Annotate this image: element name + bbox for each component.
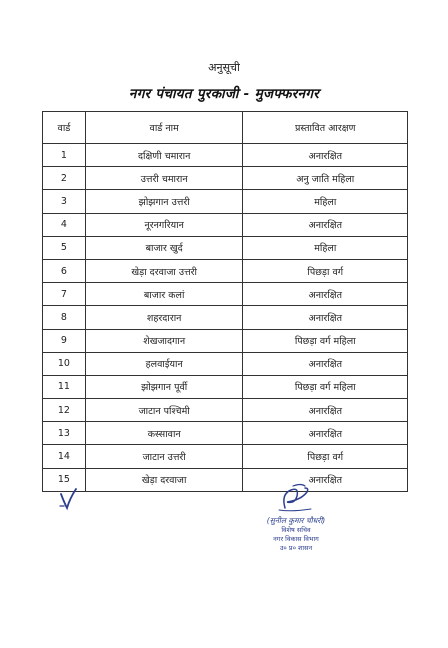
table-row: [43, 144, 408, 167]
reservation-cell: अनारक्षित: [243, 306, 408, 329]
reservation-cell: महिला: [243, 190, 408, 213]
ward-no-cell: 4: [43, 213, 86, 236]
page-title: नगर पंचायत पुरकाजी - मुजफ्फरनगर: [128, 86, 320, 102]
table-row: [43, 399, 408, 422]
table-row: [43, 190, 408, 213]
signatory-designation: विशेष सचिव: [281, 526, 311, 534]
ward-no-cell: 8: [43, 306, 86, 329]
table-row: [43, 306, 408, 329]
reservation-cell: अनारक्षित: [243, 352, 408, 375]
table-row: [43, 213, 408, 236]
table-row: [43, 352, 408, 375]
ward-no-cell: 12: [43, 399, 86, 422]
ward-no-cell: 9: [43, 329, 86, 352]
ward-no-cell: 10: [43, 352, 86, 375]
table-header-row: [43, 112, 408, 144]
table-row: [43, 445, 408, 468]
ward-no-cell: 1: [43, 144, 86, 167]
reservation-cell: महिला: [243, 236, 408, 259]
ward-name-cell: नूरनगरियान: [85, 213, 243, 236]
ward-name-cell: कस्सावान: [85, 422, 243, 445]
reservation-cell: अनारक्षित: [243, 283, 408, 306]
reservation-cell: अनारक्षित: [243, 468, 408, 491]
ward-no-cell: 3: [43, 190, 86, 213]
ward-name-cell: खेड़ा दरवाजा उत्तरी: [85, 259, 243, 282]
signatory-department: नगर विकास विभाग: [273, 535, 319, 543]
signature-image: [271, 482, 321, 514]
table-row: [43, 283, 408, 306]
ward-no-cell: 13: [43, 422, 86, 445]
reservation-cell: अनारक्षित: [243, 213, 408, 236]
ward-name-cell: खेड़ा दरवाजा: [85, 468, 243, 491]
ward-name-cell: झोझगान उत्तरी: [85, 190, 243, 213]
table-row: [43, 236, 408, 259]
reservation-cell: पिछड़ा वर्ग महिला: [243, 375, 408, 398]
table-row: [43, 422, 408, 445]
reservation-cell: पिछड़ा वर्ग महिला: [243, 329, 408, 352]
table-row: [43, 329, 408, 352]
header-ward-no: वार्ड: [43, 112, 86, 144]
reservation-cell: पिछड़ा वर्ग: [243, 259, 408, 282]
ward-reservation-table: [42, 111, 408, 492]
ward-name-cell: जाटान पश्चिमी: [85, 399, 243, 422]
header-reservation: प्रस्तावित आरक्षण: [243, 112, 408, 144]
ward-no-cell: 7: [43, 283, 86, 306]
annex-label: अनुसूची: [208, 61, 240, 74]
signatory-office: उ० प्र० शासन: [279, 544, 313, 552]
reservation-cell: अनारक्षित: [243, 422, 408, 445]
table-row: [43, 259, 408, 282]
table-row: [43, 375, 408, 398]
ward-no-cell: 2: [43, 167, 86, 190]
ward-name-cell: दक्षिणी चमारान: [85, 144, 243, 167]
ward-name-cell: झोझगान पूर्वी: [85, 375, 243, 398]
initial-mark: [58, 486, 80, 516]
reservation-cell: पिछड़ा वर्ग: [243, 445, 408, 468]
ward-name-cell: शेखजादगान: [85, 329, 243, 352]
reservation-cell: अनारक्षित: [243, 144, 408, 167]
header-ward-name: वार्ड नाम: [85, 112, 243, 144]
ward-no-cell: 14: [43, 445, 86, 468]
ward-name-cell: हलवाईयान: [85, 352, 243, 375]
table-row: [43, 167, 408, 190]
ward-no-cell: 6: [43, 259, 86, 282]
ward-name-cell: शहरदारान: [85, 306, 243, 329]
ward-name-cell: बाजार कलां: [85, 283, 243, 306]
ward-no-cell: 5: [43, 236, 86, 259]
reservation-cell: अनु जाति महिला: [243, 167, 408, 190]
ward-name-cell: जाटान उत्तरी: [85, 445, 243, 468]
reservation-cell: अनारक्षित: [243, 399, 408, 422]
ward-name-cell: उत्तरी चमारान: [85, 167, 243, 190]
ward-no-cell: 15: [43, 468, 86, 491]
signatory-name: (सुनील कुमार चौधरी): [266, 516, 326, 525]
ward-name-cell: बाजार खुर्द: [85, 236, 243, 259]
signature-block: [236, 482, 356, 553]
ward-no-cell: 11: [43, 375, 86, 398]
